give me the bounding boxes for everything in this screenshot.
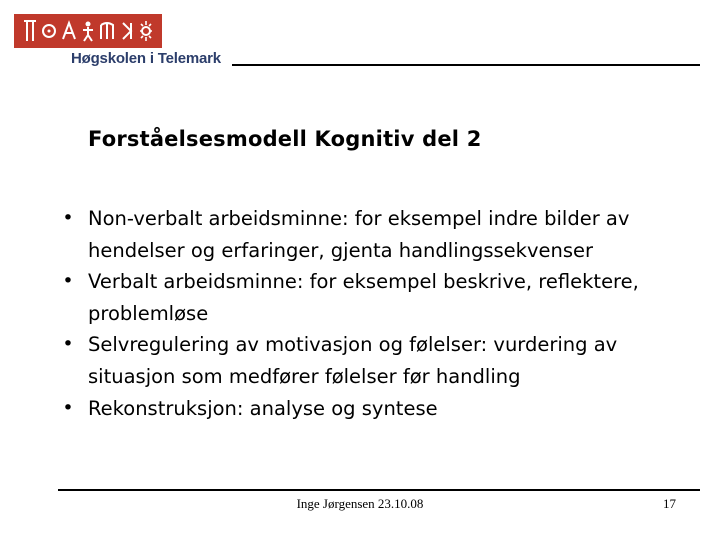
bullet-icon: • — [62, 270, 74, 293]
page-number: 17 — [663, 496, 676, 511]
footer-divider — [58, 489, 700, 491]
logo-glyph-2 — [41, 19, 57, 43]
bullet-item — [58, 203, 678, 266]
slide-title: Forståelsesmodell Kognitiv del 2 — [88, 127, 482, 151]
logo-glyph-3 — [61, 19, 77, 43]
bullet-icon: • — [62, 333, 74, 356]
logo-glyph-7 — [138, 19, 154, 43]
logo-glyph-1 — [22, 19, 38, 43]
bullet-list — [58, 203, 678, 424]
bullet-text: Verbalt arbeidsminne: for eksempel beskrive, reflektere, problemløse — [88, 270, 639, 325]
bullet-icon: • — [62, 207, 74, 229]
logo-glyph-4 — [80, 19, 96, 43]
bullet-item — [58, 393, 678, 425]
logo — [14, 14, 162, 48]
footer-author: Inge Jørgensen 23.10.08 — [296, 496, 424, 511]
logo-glyph-6 — [119, 19, 135, 43]
bullet-text: Rekonstruksjon: analyse og syntese — [88, 396, 438, 420]
bullet-text: Non-verbalt arbeidsminne: for eksempel indre bilder av hendelser og erfaringer, gjenta handlingssekvenser — [88, 207, 630, 262]
bullet-item — [58, 266, 678, 329]
bullet-item — [58, 329, 678, 392]
org-name: Høgskolen i Telemark — [71, 50, 221, 67]
bullet-icon: • — [62, 396, 74, 419]
logo-glyph-5 — [99, 19, 115, 43]
bullet-text: Selvregulering av motivasjon og følelser: vurdering av situasjon som medfører følelser før handling — [88, 333, 618, 388]
header-divider — [232, 64, 700, 66]
